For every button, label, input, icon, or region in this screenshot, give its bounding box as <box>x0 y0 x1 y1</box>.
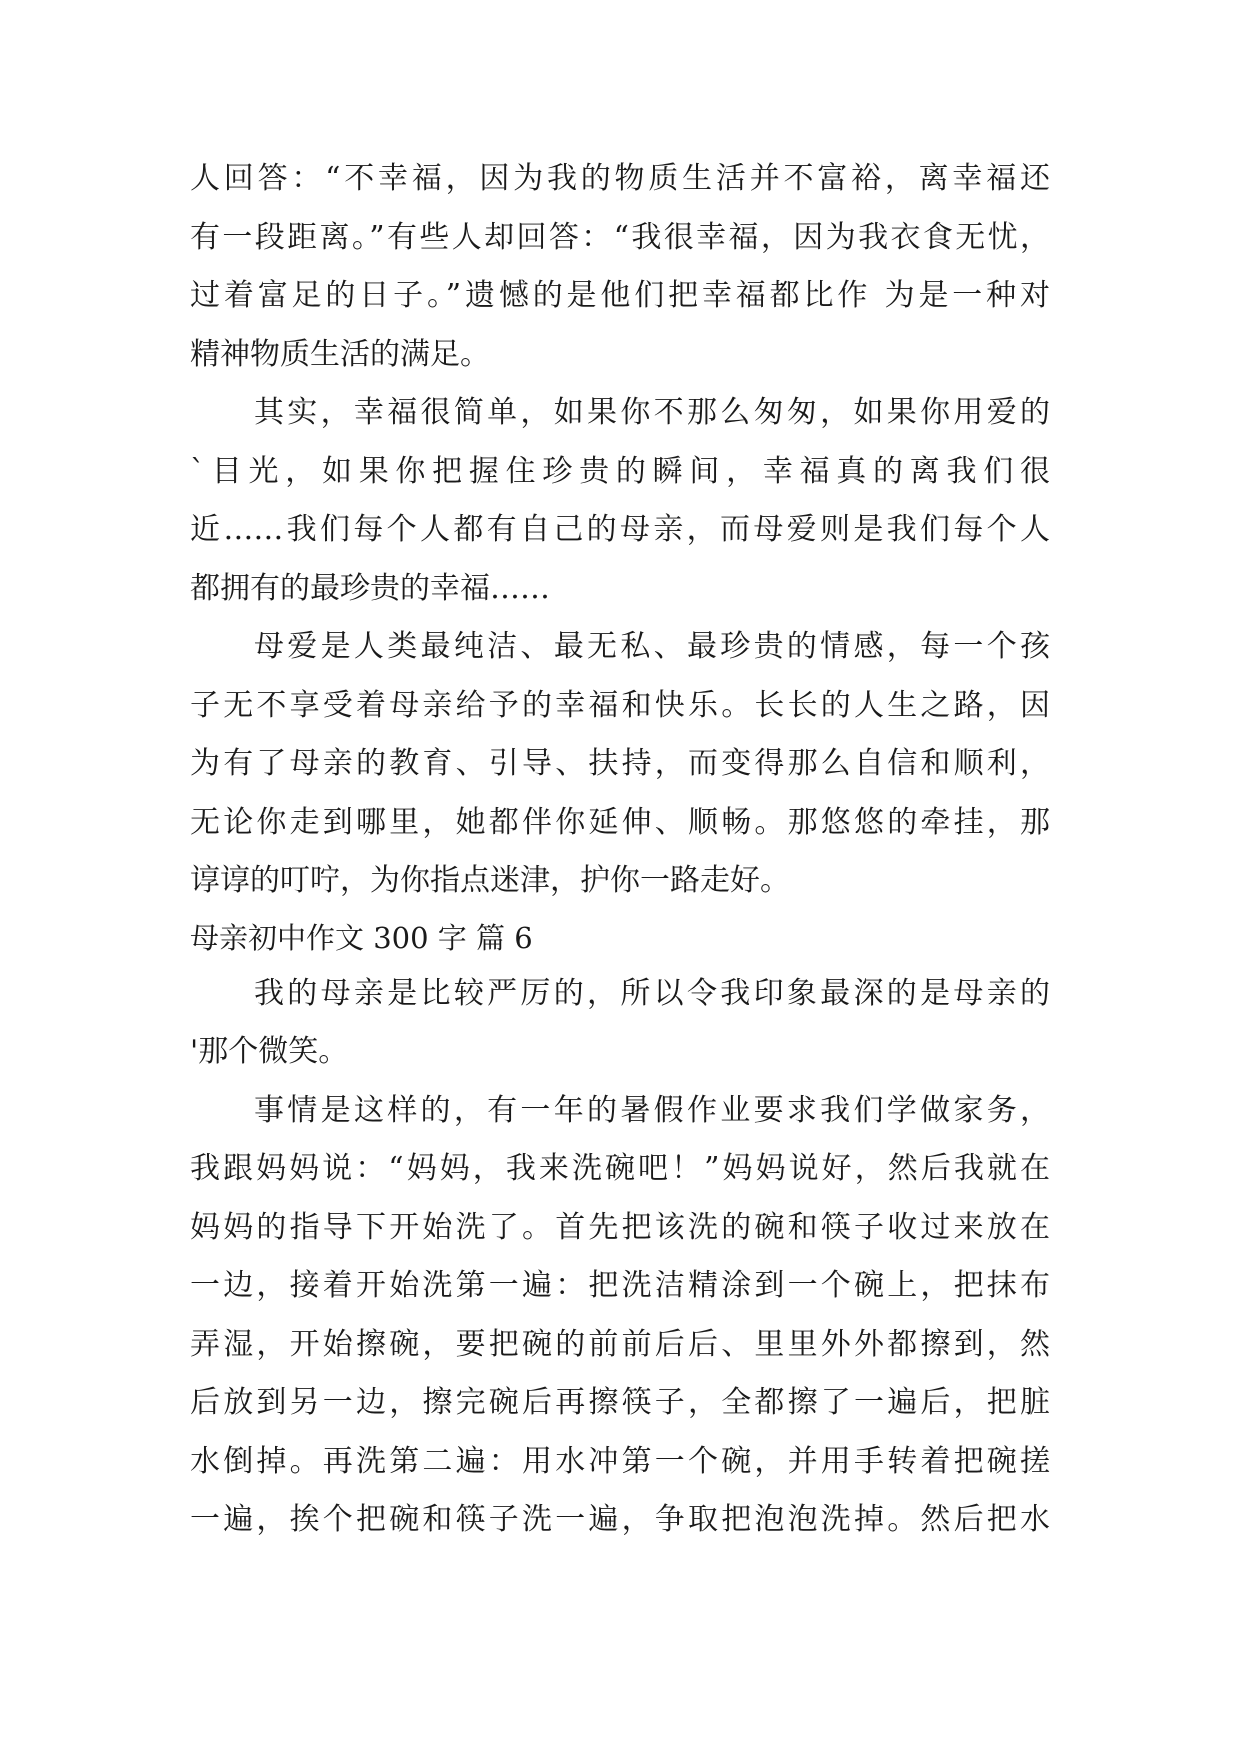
heading-text: 母亲初中作文 300 字 篇 6 <box>190 920 533 955</box>
text-line: 为有了母亲的教育、引导、扶持，而变得那么自信和顺利， <box>190 746 1050 781</box>
paragraph <box>190 965 1050 1082</box>
text-line: 都拥有的最珍贵的幸福…… <box>190 570 550 606</box>
section-heading <box>190 911 1050 965</box>
text-line: 母爱是人类最纯洁、最无私、最珍贵的情感，每一个孩 <box>254 629 1050 664</box>
text-line: 谆谆的叮咛，为你指点迷津，护你一路走好。 <box>190 863 790 898</box>
text-line: 过着富足的日子。”遗憾的是他们把幸福都比作 为是一种对 <box>190 278 1050 313</box>
text-line: 子无不享受着母亲给予的幸福和快乐。长长的人生之路，因 <box>190 687 1050 723</box>
text-line: 无论你走到哪里，她都伴你延伸、顺畅。那悠悠的牵挂，那 <box>190 804 1050 840</box>
text-line: 近……我们每个人都有自己的母亲，而母爱则是我们每个人 <box>190 512 1050 547</box>
text-line: 后放到另一边，擦完碗后再擦筷子，全都擦了一遍后，把脏 <box>190 1385 1050 1420</box>
text-line: 妈妈的指导下开始洗了。首先把该洗的碗和筷子收过来放在 <box>190 1209 1050 1245</box>
text-line: 一边，接着开始洗第一遍：把洗洁精涂到一个碗上，把抹布 <box>190 1268 1050 1303</box>
text-line: 其实，幸福很简单，如果你不那么匆匆，如果你用爱的 <box>254 395 1050 430</box>
text-line: 一遍，挨个把碗和筷子洗一遍，争取把泡泡洗掉。然后把水 <box>190 1502 1050 1537</box>
text-line: 弄湿，开始擦碗，要把碗的前前后后、里里外外都擦到，然 <box>190 1326 1050 1362</box>
text-line: 我跟妈妈说：“妈妈，我来洗碗吧！”妈妈说好，然后我就在 <box>190 1151 1050 1186</box>
text-line: 水倒掉。再洗第二遍：用水冲第一个碗，并用手转着把碗搓 <box>190 1443 1050 1479</box>
text-line: 有一段距离。”有些人却回答：“我很幸福，因为我衣食无忧， <box>190 219 1050 255</box>
text-line: 人回答：“不幸福，因为我的物质生活并不富裕，离幸福还 <box>190 161 1050 196</box>
text-line: 精神物质生活的满足。 <box>190 336 490 372</box>
paragraph <box>190 150 1050 384</box>
paragraph <box>190 1082 1050 1550</box>
paragraph <box>190 384 1050 618</box>
text-line: 我的母亲是比较严厉的，所以令我印象最深的是母亲的 <box>254 975 1050 1011</box>
text-line: `目光，如果你把握住珍贵的瞬间，幸福真的离我们很 <box>190 453 1050 489</box>
text-line: '那个微笑。 <box>190 1034 349 1069</box>
document-body <box>190 150 1050 1550</box>
text-line: 事情是这样的，有一年的暑假作业要求我们学做家务， <box>254 1092 1050 1128</box>
paragraph <box>190 618 1050 911</box>
